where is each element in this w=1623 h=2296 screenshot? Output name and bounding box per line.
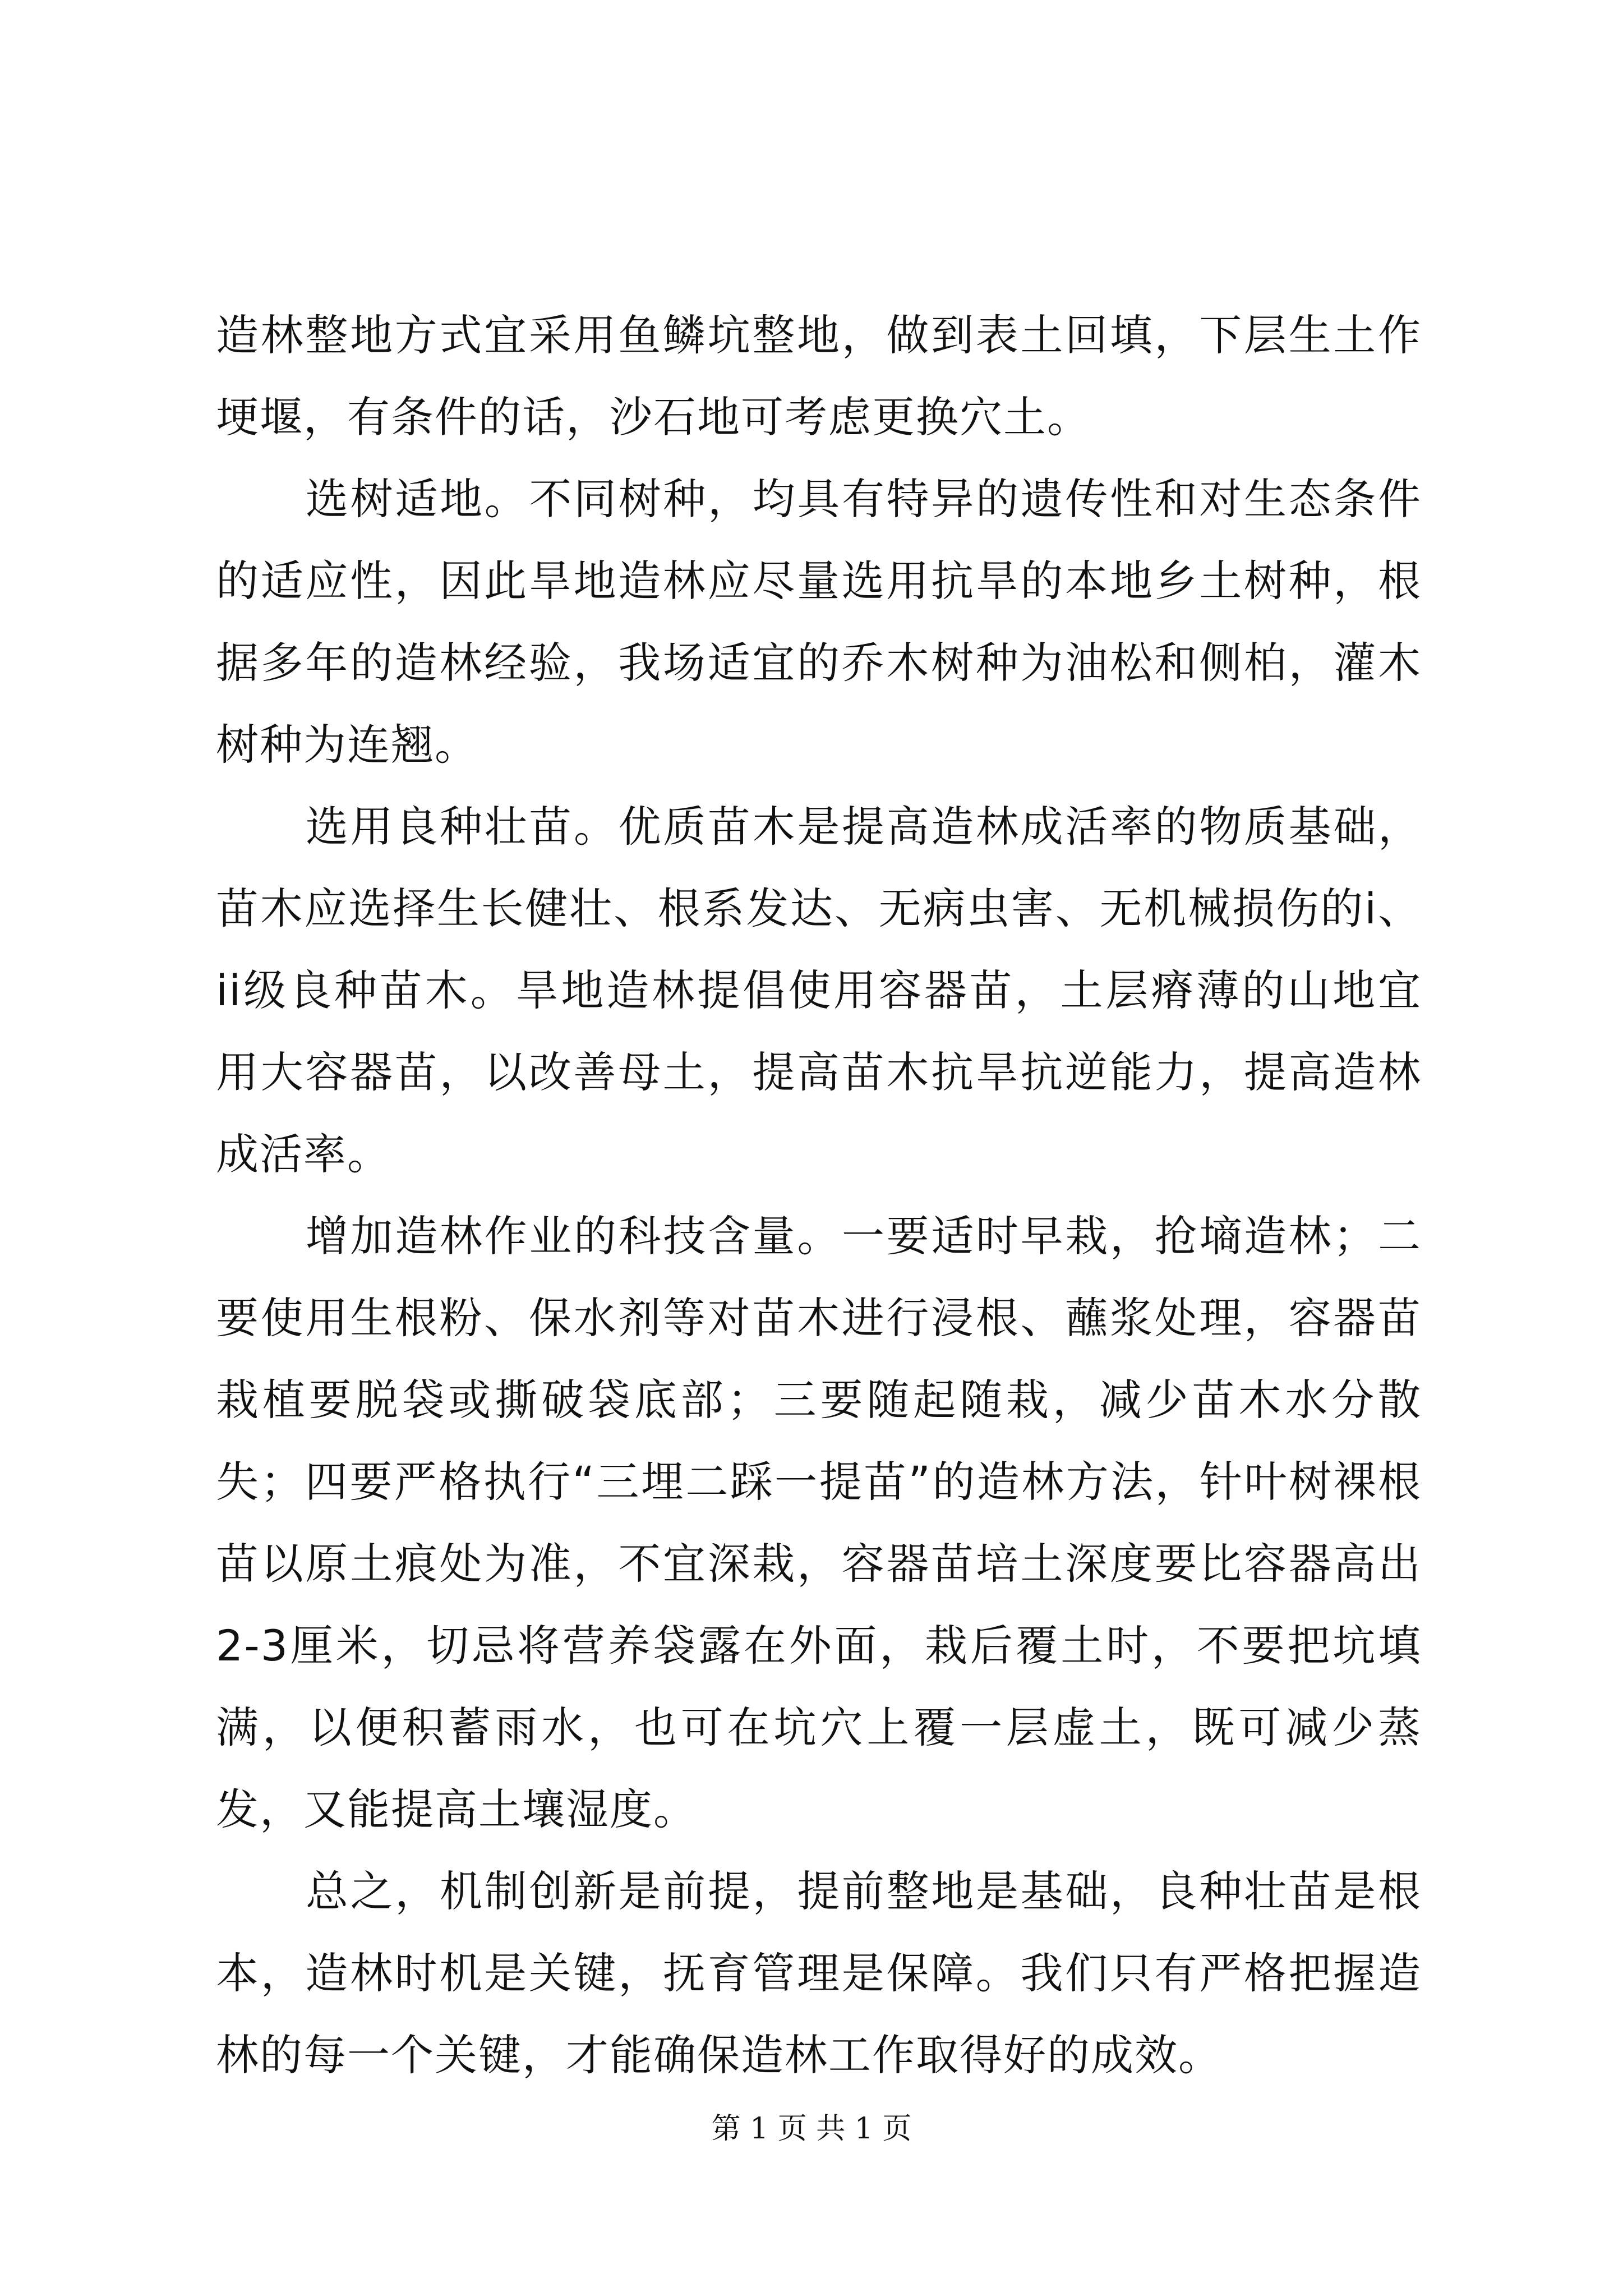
document-body bbox=[216, 295, 1422, 2096]
paragraph-tree-selection: 选树适地。不同树种，均具有特异的遗传性和对生态条件的适应性，因此旱地造林应尽量选用抗旱的本地乡土树种，根据多年的造林经验，我场适宜的乔木树种为油松和侧柏，灌木树种为连翘。 bbox=[216, 474, 1422, 770]
paragraph-continuation: 造林整地方式宜采用鱼鳞坑整地，做到表土回填，下层生土作埂堰，有条件的话，沙石地可考虑更换穴土。 bbox=[216, 310, 1422, 442]
paragraph-seedling-selection: 选用良种壮苗。优质苗木是提高造林成活率的物质基础，苗木应选择生长健壮、根系发达、无病虫害、无机械损伤的i、ii级良种苗木。旱地造林提倡使用容器苗，土层瘠薄的山地宜用大容器苗，以改善母土，提高苗木抗旱抗逆能力，提高造林成活率。 bbox=[216, 802, 1422, 1179]
page-number-footer: 第 1 页 共 1 页 bbox=[711, 2112, 912, 2146]
paragraph-technology-content: 增加造林作业的科技含量。一要适时早栽，抢墒造林；二要使用生根粉、保水剂等对苗木进行浸根、蘸浆处理，容器苗栽植要脱袋或撕破袋底部；三要随起随栽，减少苗木水分散失；四要严格执行“三埋二踩一提苗”的造林方法，针叶树裸根苗以原土痕处为准，不宜深栽，容器苗培土深度要比容器高出2-3厘米，切忌将营养袋露在外面，栽后覆土时，不要把坑填满，以便积蓄雨水，也可在坑穴上覆一层虚土，既可减少蒸发，又能提高土壤湿度。 bbox=[216, 1211, 1422, 1834]
paragraph-summary: 总之，机制创新是前提，提前整地是基础，良种壮苗是根本，造林时机是关键，抚育管理是保障。我们只有严格把握造林的每一个关键，才能确保造林工作取得好的成效。 bbox=[216, 1866, 1422, 2080]
